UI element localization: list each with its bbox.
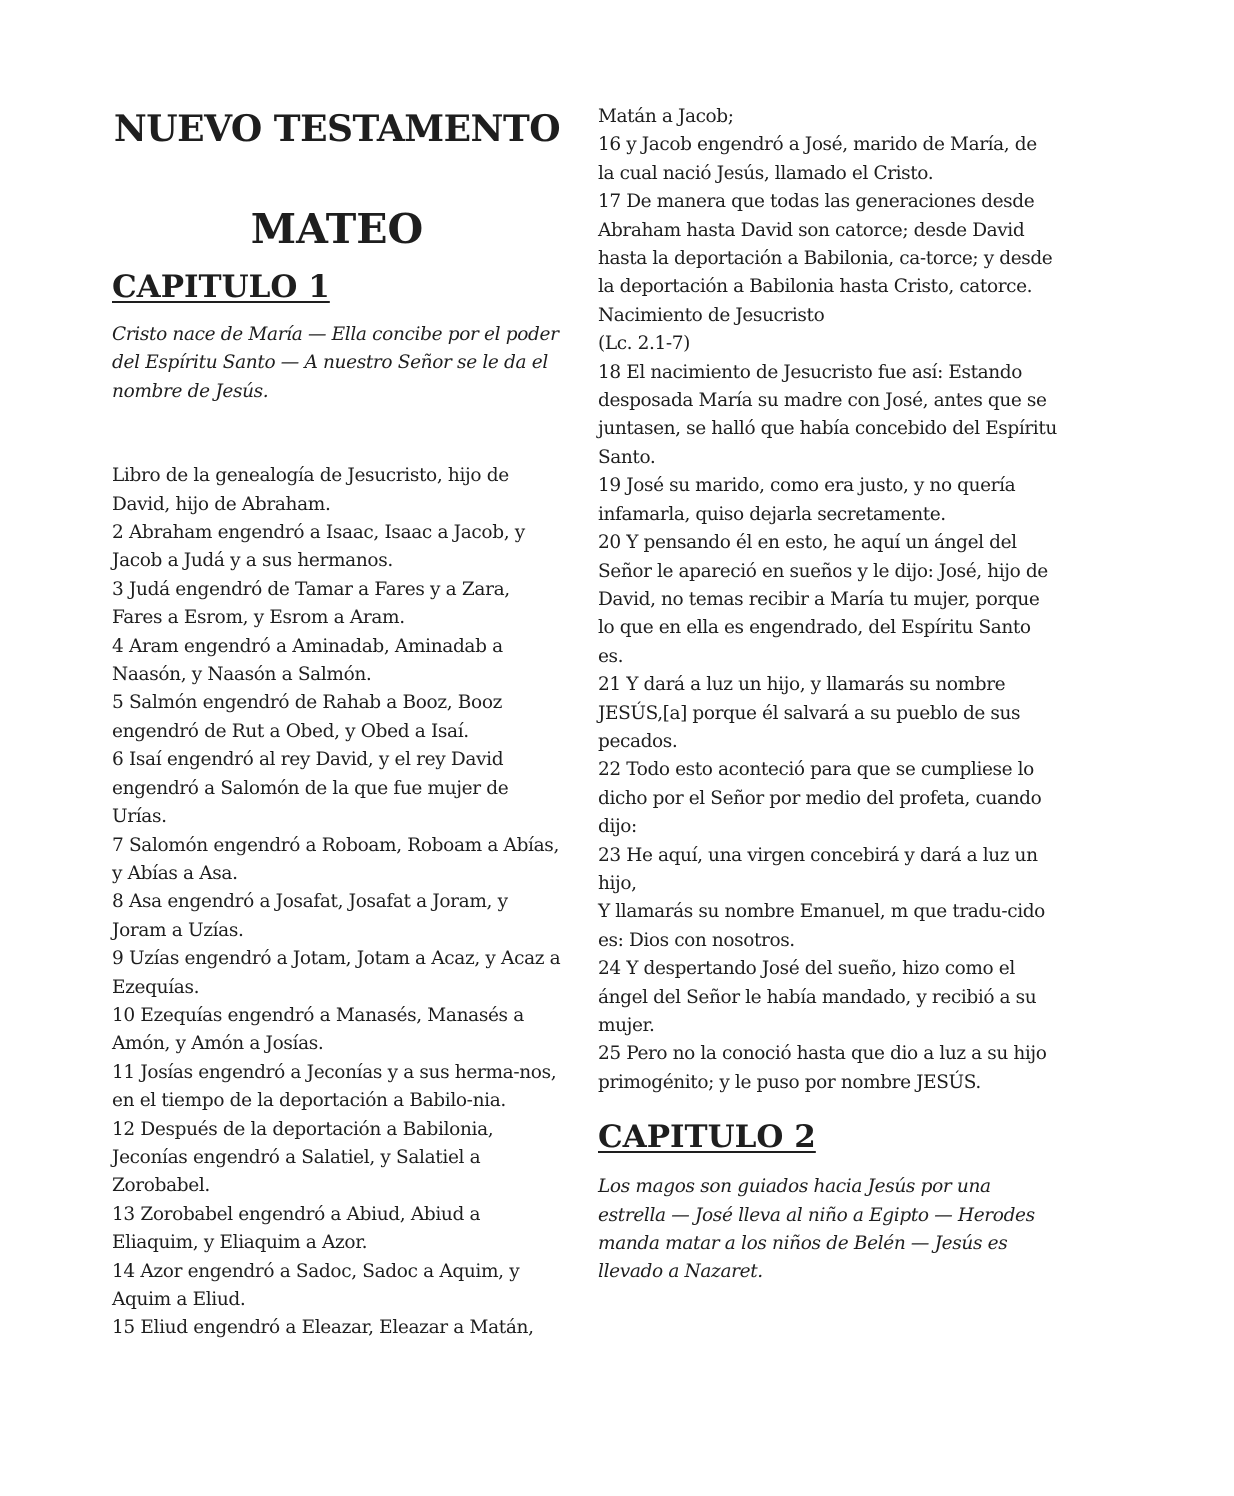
- verse-19: 19 José su marido, como era justo, y no quería infamarla, quiso dejarla secretamente.: [598, 475, 1016, 525]
- verse-11: 11 Josías engendró a Jeconías y a sus herma-nos, en el tiempo de la deportación a Babilo-nia.: [112, 1061, 557, 1112]
- verse-4: 4 Aram engendró a Aminadab, Aminadab a Naasón, y Naasón a Salmón.: [112, 635, 503, 686]
- verse-21: 21 Y dará a luz un hijo, y llamarás su nombre JESÚS,[a] porque él salvará a su pueblo de sus pecados.: [598, 674, 1021, 752]
- verse-12: 12 Después de la deportación a Babilonia, Jeconías engendró a Salatiel, y Salatiel a Zorobabel.: [112, 1118, 494, 1197]
- right-column: [598, 103, 1058, 1287]
- verse-22: 22 Todo esto aconteció para que se cumpliese lo dicho por el Señor por medio del profeta, cuando dijo:: [598, 759, 1042, 838]
- verse-23-continued: Y llamarás su nombre Emanuel, m que tradu-cido es: Dios con nosotros.: [598, 901, 1045, 951]
- chapter-1-verses: [112, 462, 562, 1343]
- verse-14: 14 Azor engendró a Sadoc, Sadoc a Aquim, y Aquim a Eliud.: [112, 1260, 520, 1310]
- book-title: MATEO: [250, 205, 424, 253]
- verse-3: 3 Judá engendró de Tamar a Fares y a Zara, Fares a Esrom, y Esrom a Aram.: [112, 578, 510, 629]
- verse-18: 18 El nacimiento de Jesucristo fue así: Estando desposada María su madre con José, antes que se juntasen, se halló que había concebido del Espíritu Santo.: [598, 361, 1057, 468]
- verse-15: 15 Eliud engendró a Eleazar, Eleazar a Matán,: [112, 1317, 534, 1339]
- verse-6: 6 Isaí engendró al rey David, y el rey David engendró a Salomón de la que fue mujer de Urías.: [112, 749, 509, 828]
- chapter-2-title: CAPITULO 2: [598, 1119, 816, 1156]
- verse-2: 2 Abraham engendró a Isaac, Isaac a Jacob, y Jacob a Judá y a sus hermanos.: [112, 522, 525, 572]
- chapter-1-summary: Cristo nace de María — Ella concibe por el poder del Espíritu Santo — A nuestro Señor se le da el nombre de Jesús.: [112, 324, 559, 402]
- verse-25: 25 Pero no la conoció hasta que dio a luz a su hijo primogénito; y le puso por nombre JESÚS.: [598, 1043, 1047, 1093]
- verse-20: 20 Y pensando él en esto, he aquí un ángel del Señor le apareció en sueños y le dijo: José, hijo de David, no temas recibir a María tu mujer, porque lo que en ella es engendrado, del Espíritu Santo es.: [598, 532, 1048, 667]
- verse-5: 5 Salmón engendró de Rahab a Booz, Booz engendró de Rut a Obed, y Obed a Isaí.: [112, 692, 502, 742]
- verse-9: 9 Uzías engendró a Jotam, Jotam a Acaz, y Acaz a Ezequías.: [112, 948, 561, 998]
- verse-15-continued: Matán a Jacob;: [598, 106, 734, 127]
- verse-23: 23 He aquí, una virgen concebirá y dará a luz un hijo,: [598, 844, 1038, 894]
- chapter-2-summary: Los magos son guiados hacia Jesús por una estrella — José lleva al niño a Egipto — Herodes manda matar a los niños de Belén — Jesús es llevado a Nazaret.: [598, 1176, 1035, 1283]
- verse-10: 10 Ezequías engendró a Manasés, Manasés a Amón, y Amón a Josías.: [112, 1004, 524, 1055]
- left-column: [112, 103, 562, 1343]
- verse-1: Libro de la genealogía de Jesucristo, hijo de David, hijo de Abraham.: [112, 465, 509, 515]
- verse-24: 24 Y despertando José del sueño, hizo como el ángel del Señor le había mandado, y recibió a su mujer.: [598, 958, 1037, 1036]
- verse-17: 17 De manera que todas las generaciones desde Abraham hasta David son catorce; desde David hasta la deportación a Babilonia, ca-torce; y desde la deportación a Babilonia hasta Cristo, catorce.: [598, 191, 1053, 298]
- verse-8: 8 Asa engendró a Josafat, Josafat a Joram, y Joram a Uzías.: [112, 891, 508, 941]
- cross-reference: (Lc. 2.1-7): [598, 333, 690, 355]
- testament-title: NUEVO TESTAMENTO: [113, 108, 561, 150]
- verse-13: 13 Zorobabel engendró a Abiud, Abiud a Eliaquim, y Eliaquim a Azor.: [112, 1203, 481, 1254]
- section-heading: Nacimiento de Jesucristo: [598, 304, 825, 326]
- chapter-1-verses-continued: [598, 103, 1058, 1097]
- chapter-1-title: CAPITULO 1: [112, 269, 330, 305]
- verse-16: 16 y Jacob engendró a José, marido de María, de la cual nació Jesús, llamado el Cristo.: [598, 134, 1037, 184]
- verse-7: 7 Salomón engendró a Roboam, Roboam a Abías, y Abías a Asa.: [112, 834, 559, 884]
